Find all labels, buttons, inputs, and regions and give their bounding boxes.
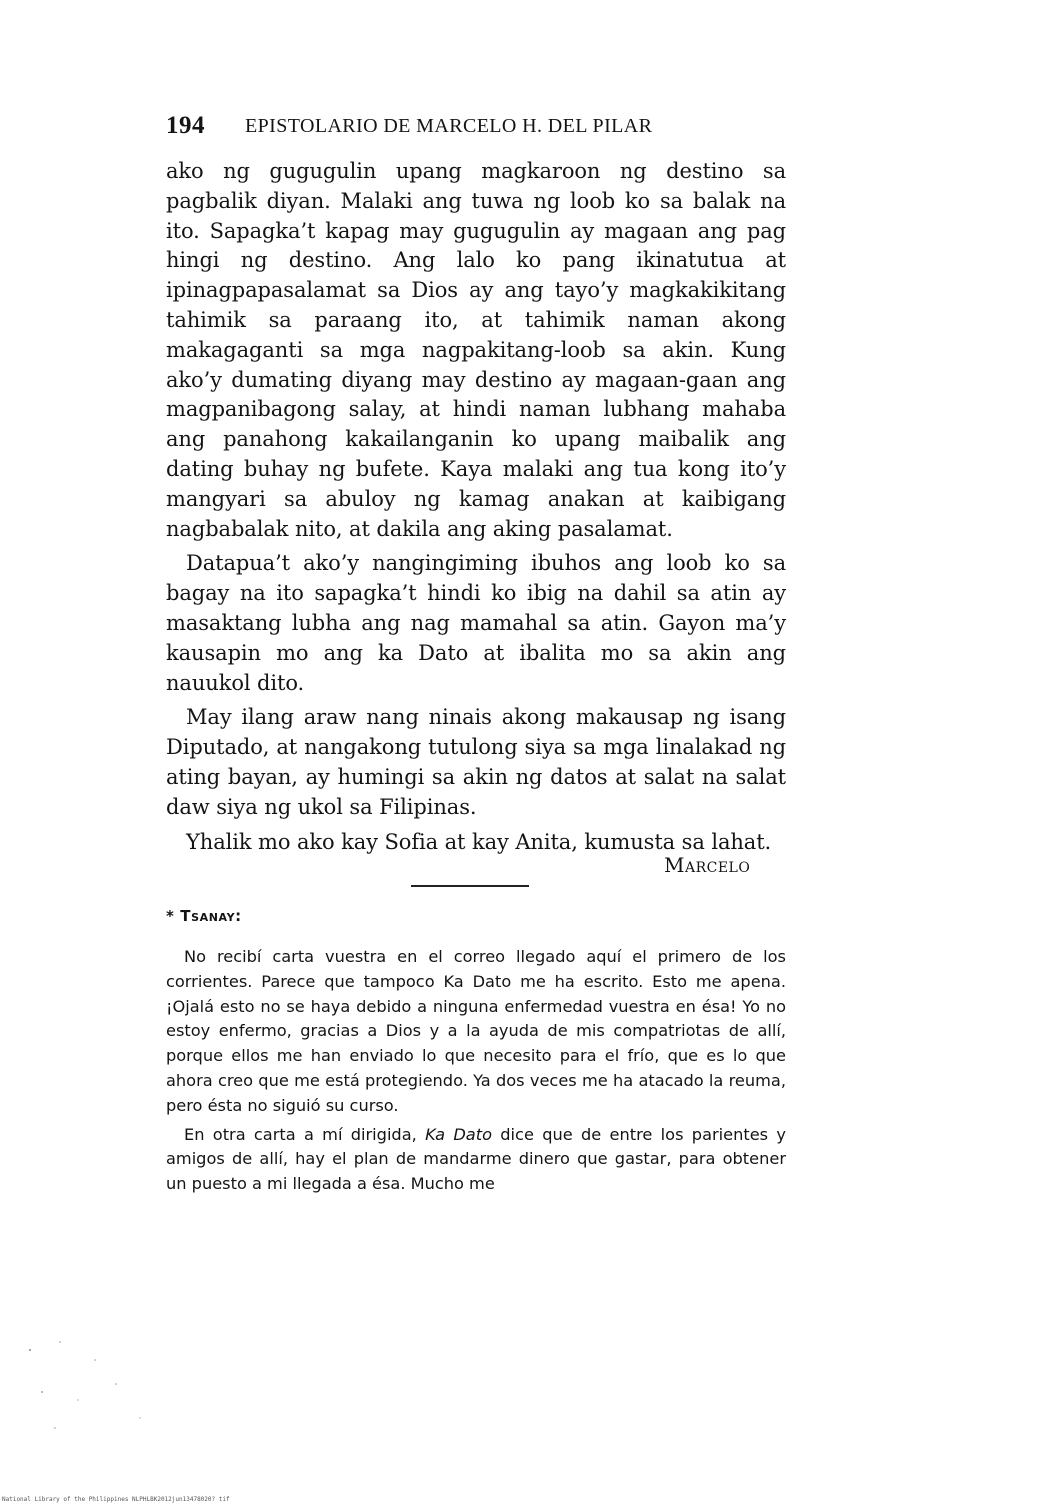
footnote-paragraph-1: No recibí carta vuestra en el correo llegado aquí el primero de los corrientes. Parece que tampoco Ka Dato me ha escrito. Esto me apena. ¡Ojalá esto no se haya debido a ninguna enfermedad vuestra en ésa! Yo no estoy enfermo, gracias a Dios y a la ayuda de mis compatriotas de allí, porque ellos me han enviado lo que necesito para el frío, que es lo que ahora creo que me está protegiendo. Ya dos veces me ha atacado la reuma, pero ésta no siguió su curso. [166, 947, 786, 1115]
running-title: EPISTOLARIO DE MARCELO H. DEL PILAR [245, 115, 653, 137]
letter-signature: Marcelo [664, 853, 751, 877]
letter-body [166, 157, 786, 862]
footnote-label: * Tsanay: [166, 907, 242, 925]
footnote-paragraph-2 [166, 1123, 786, 1197]
letter-paragraph-1: ako ng gugugulin upang magkaroon ng destino sa pagbalik diyan. Malaki ang tuwa ng loob ko sa balak na ito. Sapagka’t kapag may gugugulin ay magaan ang pag hingi ng destino. Ang lalo ko pang ikinatutua at ipinagpapasalamat sa Dios ay ang tayo’y magkakikitang tahimik sa paraang ito, at tahimik naman akong makagaganti sa mga nagpakitang-loob sa akin. Kung ako’y dumating diyang may destino ay magaan-gaan ang magpanibagong salay, at hindi naman lubhang mahaba ang panahong kakailanganin ko upang maibalik ang dating buhay ng bufete. Kaya malaki ang tua kong ito’y mangyari sa abuloy ng kamag anakan at kaibigang nagbabalak nito, at dakila ang aking pasalamat. [166, 159, 786, 541]
letter-paragraph-3: May ilang araw nang ninais akong makausap ng isang Diputado, at nangakong tutulong siya sa mga linalakad ng ating bayan, ay humingi sa akin ng datos at salat na salat daw siya ng ukol sa Filipinas. [166, 705, 786, 819]
letter-paragraph-2: Datapua’t ako’y nangingiming ibuhos ang loob ko sa bagay na ito sapagka’t hindi ko ibig na dahil sa atin ay masaktang lubha ang nag mamahal sa atin. Gayon ma’y kausapin mo ang ka Dato at ibalita mo sa akin ang nauukol dito. [166, 551, 786, 695]
page-number: 194 [166, 112, 205, 139]
scan-footer: National Library of the Philippines NLPHLBK2012jun13478020? tif [2, 1496, 230, 1503]
footnote-ka-dato: Ka Dato [425, 1124, 492, 1144]
section-divider [411, 885, 529, 887]
footnote-paragraph-2-start: En otra carta a mí dirigida, [184, 1124, 426, 1144]
page-header [166, 112, 786, 146]
footnote-translation [166, 945, 786, 1201]
scan-specks [20, 1330, 160, 1440]
footnote-paragraph-2-end: dice que de entre los parientes y amigos de allí, hay el plan de mandarme dinero que gastar, para obtener un puesto a mi llegada a ésa. Mucho me [166, 1124, 786, 1194]
letter-paragraph-4: Yhalik mo ako kay Sofia at kay Anita, kumusta sa lahat. [186, 829, 772, 854]
